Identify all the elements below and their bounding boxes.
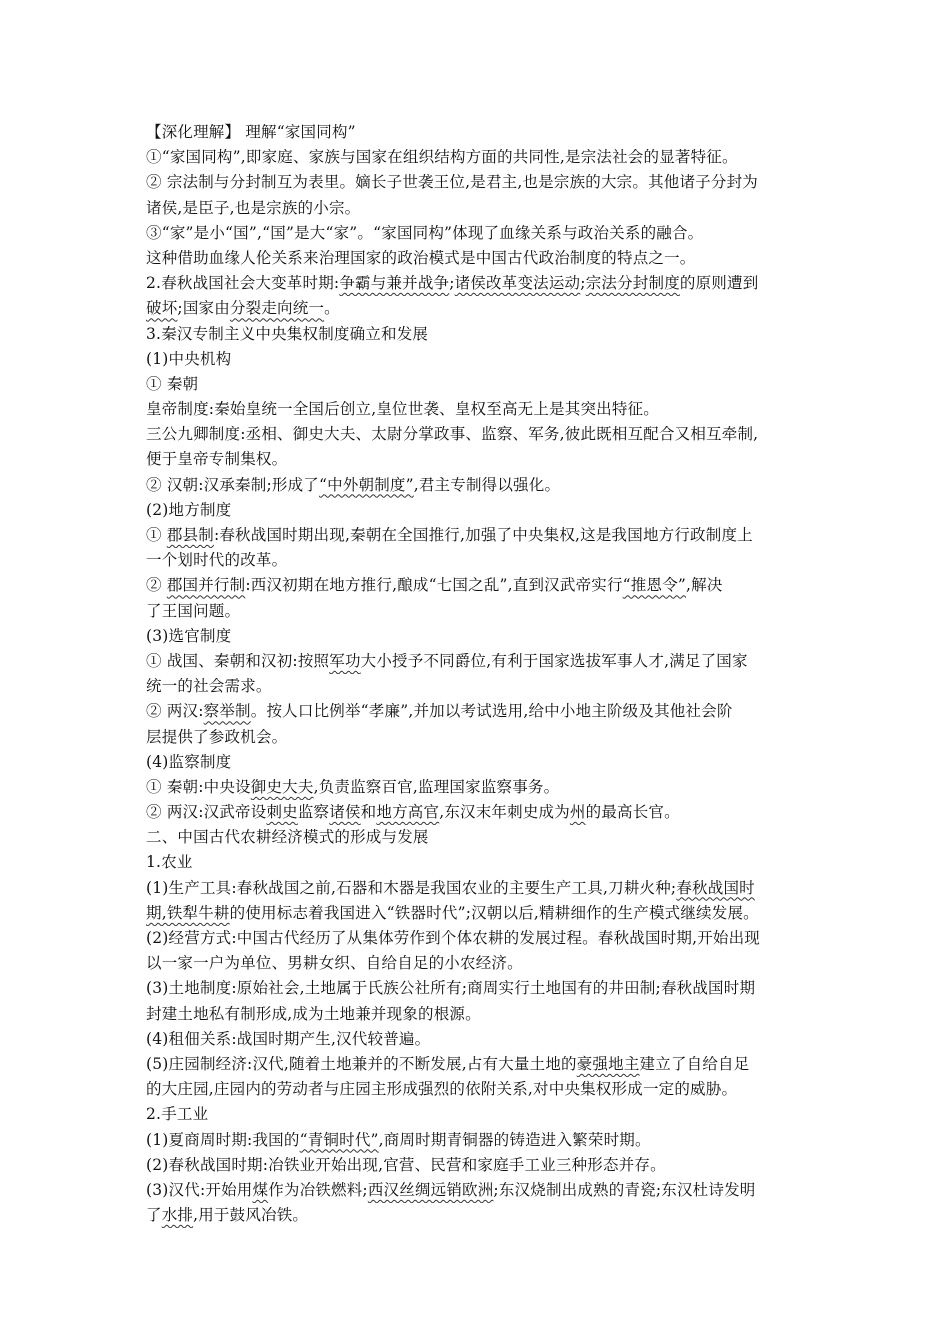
text-segment: 大小授予不同爵位,有利于国家选拔军事人才,满足了国家 (360, 651, 748, 670)
text-segment: 3.秦汉专制主义中央集权制度确立和发展 (146, 324, 429, 343)
text-segment: 以一家一户为单位、男耕女织、自给自足的小农经济。 (146, 954, 523, 973)
text-line-l04 (146, 196, 826, 221)
text-segment: ② 两汉: (146, 702, 204, 721)
text-line-l20 (146, 599, 826, 624)
text-segment: :西汉初期在地方推行,酿成“七国之乱”,直到汉武帝实行 (245, 576, 623, 595)
text-segment: 作为冶铁燃料; (268, 1180, 368, 1199)
text-segment: 建立了自给自足 (639, 1054, 750, 1073)
underlined-key-term: 御史大夫 (250, 777, 314, 796)
text-segment: 统一的社会需求。 (146, 677, 272, 696)
text-segment: (1)生产工具:春秋战国之前,石器和木器是我国农业的主要生产工具,刀耕火种; (146, 878, 677, 897)
text-line-l44 (146, 1203, 826, 1228)
text-segment: ③“家”是小“国”,“国”是大“家”。“家国同构”体现了血缘关系与政治关系的融合。 (146, 223, 704, 242)
text-segment: 这种借助血缘人伦关系来治理国家的政治模式是中国古代政治制度的特点之一。 (146, 248, 696, 267)
underlined-key-term: 郡县制 (166, 526, 214, 544)
underlined-key-term: 西汉丝绸远销欧洲 (367, 1180, 494, 1199)
underlined-key-term: 州 (569, 803, 586, 822)
text-segment: 的使用标志着我国进入“铁器时代”;汉朝以后,精耕细作的生产模式继续发展。 (229, 903, 759, 922)
text-line-l31 (146, 876, 826, 901)
text-segment: (2)春秋战国时期:冶铁业开始出现,官营、民营和家庭手工业三种形态并存。 (146, 1155, 666, 1174)
text-segment: 。 (324, 299, 340, 318)
text-line-l13 (146, 422, 826, 447)
underlined-key-term: 刺史 (266, 803, 298, 822)
text-line-l14 (146, 447, 826, 472)
text-line-l33 (146, 926, 826, 951)
underlined-key-term: 分裂走向统一 (229, 299, 325, 318)
text-line-l08 (146, 296, 826, 321)
underlined-key-term: 争霸与兼并战争 (339, 274, 450, 293)
text-segment: 皇帝制度:秦始皇统一全国后创立,皇位世袭、皇权至高无上是其突出特征。 (146, 400, 659, 419)
text-segment: 了王国问题。 (146, 601, 241, 620)
text-segment: 的最高长官。 (585, 803, 680, 822)
text-line-l36 (146, 1002, 826, 1027)
text-line-l27 (146, 775, 826, 800)
text-segment: ; (580, 274, 586, 293)
text-line-l22 (146, 649, 826, 674)
text-segment: (1)中央机构 (146, 349, 232, 368)
text-segment: ,用于鼓风冶铁。 (193, 1206, 309, 1225)
text-line-l05 (146, 221, 826, 246)
text-line-l06 (146, 246, 826, 271)
text-segment: :春秋战国时期出现,秦朝在全国推行,加强了中央集权,这是我国地方行政制度上 (213, 526, 753, 544)
text-segment: (5)庄园制经济:汉代,随着土地兼并的不断发展,占有大量土地的 (146, 1054, 577, 1073)
underlined-key-term: 春秋战国时 (676, 878, 755, 897)
text-segment: (4)租佃关系:战国时期产生,汉代较普遍。 (146, 1029, 431, 1048)
text-segment: 1.农业 (146, 853, 193, 872)
text-segment: ② (146, 576, 167, 595)
text-line-l26 (146, 750, 826, 775)
text-line-l35 (146, 976, 826, 1001)
text-line-l16 (146, 498, 826, 523)
text-segment: ① 战国、秦朝和汉初:按照 (146, 651, 330, 670)
underlined-key-term: 诸侯改革变法运动 (454, 274, 581, 293)
underlined-key-term: 军功 (329, 651, 361, 670)
text-line-l34 (146, 951, 826, 976)
text-line-l42 (146, 1153, 826, 1178)
text-line-l19 (146, 573, 826, 598)
text-segment: (3)选官制度 (146, 626, 232, 645)
underlined-key-term: 破坏 (146, 299, 178, 318)
text-segment: ② 汉朝:汉承秦制;形成了 (146, 475, 319, 494)
text-segment: ② 宗法制与分封制互为表里。嫡长子世袭王位,是君主,也是宗族的大宗。其他诸子分封为 (146, 173, 758, 192)
underlined-key-term: “中外朝制度” (318, 475, 414, 494)
text-segment: ①“家国同构”,即家庭、家族与国家在组织结构方面的共同性,是宗法社会的显著特征。 (146, 148, 738, 167)
text-segment: (4)监察制度 (146, 752, 232, 771)
text-segment: ;东汉烧制出成熟的青瓷;东汉杜诗发明 (493, 1180, 756, 1199)
text-line-l09 (146, 322, 826, 347)
text-segment: (3)土地制度:原始社会,土地属于氏族公社所有;商周实行土地国有的井田制;春秋战国时期 (146, 979, 756, 998)
text-line-l24 (146, 699, 826, 724)
document-page (146, 120, 826, 1228)
underlined-key-term: 水排 (161, 1206, 194, 1225)
text-line-l37 (146, 1027, 826, 1052)
text-segment: ,东汉末年刺史成为 (439, 803, 570, 822)
underlined-key-term: 地方高官 (376, 803, 440, 822)
underlined-key-term: 郡国并行制 (166, 576, 246, 595)
text-segment: ① 秦朝:中央设 (146, 777, 251, 796)
text-segment: ,解决 (686, 576, 723, 595)
text-segment: 了 (146, 1206, 162, 1225)
underlined-key-term: 宗法分封制度 (585, 274, 680, 293)
text-line-l11 (146, 372, 826, 397)
underlined-key-term: 期,铁犁牛耕 (146, 903, 230, 922)
text-line-l15 (146, 473, 826, 498)
text-line-l40 (146, 1102, 826, 1127)
text-segment: 2.春秋战国社会大变革时期: (146, 274, 340, 293)
underlined-key-term: 豪强地主 (576, 1054, 640, 1073)
text-line-l25 (146, 725, 826, 750)
text-segment: 层提供了参政机会。 (146, 727, 288, 746)
text-segment: ,商周时期青铜器的铸造进入繁荣时期。 (378, 1130, 651, 1149)
text-line-l41 (146, 1128, 826, 1153)
text-segment: 。按人口比例举“孝廉”,并加以考试选用,给中小地主阶级及其他社会阶 (250, 702, 733, 721)
underlined-key-term: 诸侯 (329, 803, 361, 822)
text-segment: 三公九卿制度:丞相、御史大夫、太尉分掌政事、监察、军务,彼此既相互配合又相互牵制, (146, 425, 759, 444)
underlined-key-term: 察举制 (203, 702, 251, 721)
text-segment: (3)汉代:开始用 (146, 1180, 253, 1199)
underlined-key-term: “推恩令” (622, 576, 687, 595)
text-line-l17 (146, 523, 826, 548)
text-line-l07 (146, 271, 826, 296)
text-segment: (1)夏商周时期:我国的 (146, 1130, 300, 1149)
text-segment: (2)经营方式:中国古代经历了从集体劳作到个体农耕的发展过程。春秋战国时期,开始出现 (146, 929, 761, 947)
text-line-l21 (146, 624, 826, 649)
text-line-l02 (146, 145, 826, 170)
text-line-l01 (146, 120, 826, 145)
text-segment: 监察 (297, 803, 330, 822)
text-segment: 和 (360, 803, 377, 822)
text-segment: 的大庄园,庄园内的劳动者与庄园主形成强烈的依附关系,对中央集权形成一定的威胁。 (146, 1080, 738, 1099)
text-line-l30 (146, 850, 826, 875)
text-line-l32 (146, 901, 826, 926)
underlined-key-term: “青铜时代” (299, 1130, 379, 1149)
text-segment: ① (146, 526, 167, 544)
text-line-l28 (146, 800, 826, 825)
text-line-l12 (146, 397, 826, 422)
text-segment: ; (449, 274, 455, 293)
text-segment: ② 两汉:汉武帝设 (146, 803, 267, 822)
underlined-key-term: 煤 (252, 1180, 269, 1199)
text-segment: 2.手工业 (146, 1105, 209, 1124)
text-line-l43 (146, 1178, 826, 1203)
text-segment: ;国家由 (177, 299, 230, 318)
text-segment: 【深化理解】 理解“家国同构” (146, 123, 356, 141)
text-line-l39 (146, 1077, 826, 1102)
text-line-l10 (146, 347, 826, 372)
text-segment: 的原则遭到 (679, 274, 759, 293)
text-line-l18 (146, 548, 826, 573)
text-segment: 诸侯,是臣子,也是宗族的小宗。 (146, 198, 361, 217)
text-line-l23 (146, 674, 826, 699)
text-line-l38 (146, 1052, 826, 1077)
text-segment: ① 秦朝 (146, 374, 199, 393)
text-segment: 二、中国古代农耕经济模式的形成与发展 (146, 828, 429, 847)
text-segment: ,君主专制得以强化。 (413, 475, 561, 494)
text-segment: 封建土地私有制形成,成为土地兼并现象的根源。 (146, 1004, 481, 1023)
text-segment: 便于皇帝专制集权。 (146, 450, 288, 469)
text-segment: ,负责监察百官,监理国家监察事务。 (313, 777, 560, 796)
text-segment: (2)地方制度 (146, 500, 232, 519)
text-line-l29 (146, 825, 826, 850)
text-segment: 一个划时代的改革。 (146, 551, 288, 570)
text-line-l03 (146, 170, 826, 195)
